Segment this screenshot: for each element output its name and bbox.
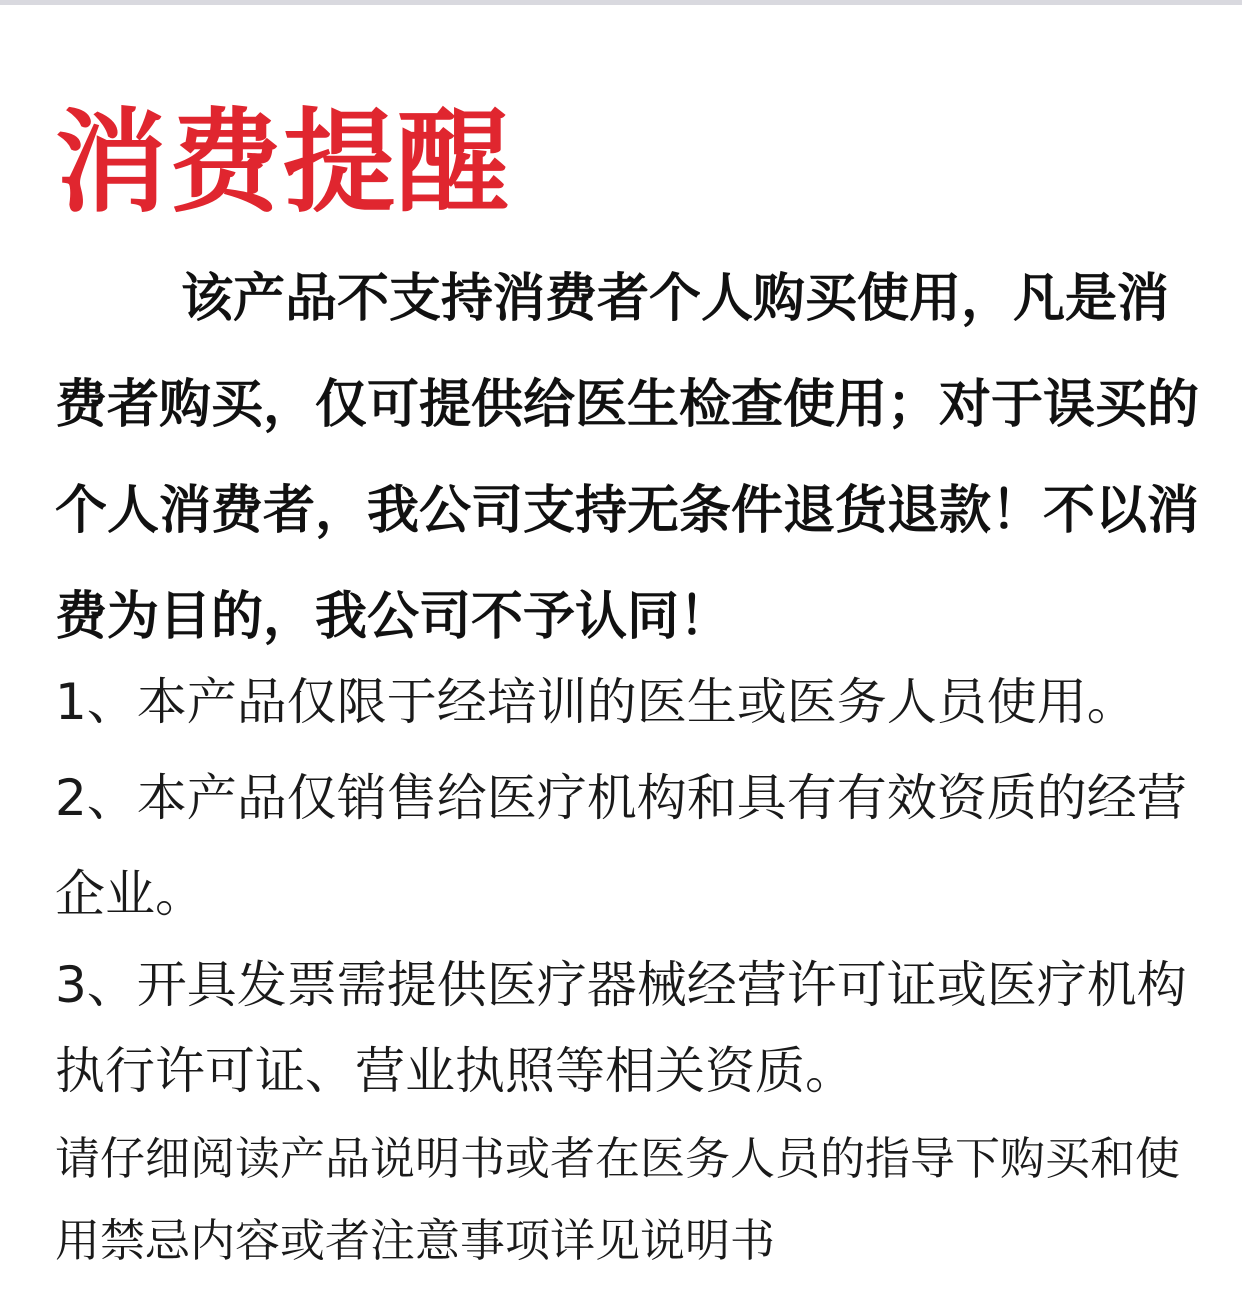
notice-item-list: [55, 654, 1205, 1114]
notice-item-1: 1、本产品仅限于经培训的医生或医务人员使用。: [55, 673, 1137, 731]
purchase-warning-paragraph: 该产品不支持消费者个人购买使用，凡是消费者购买，仅可提供给医生检查使用；对于误买的个人消费者，我公司支持无条件退货退款！不以消费为目的，我公司不予认同！: [55, 269, 1200, 647]
notice-title: 消费提醒: [55, 98, 511, 228]
top-divider: [0, 0, 1242, 5]
instruction-footnote: 请仔细阅读产品说明书或者在医务人员的指导下购买和使用禁忌内容或者注意事项详见说明书: [55, 1132, 1181, 1267]
notice-item-2: 2、本产品仅销售给医疗机构和具有有效资质的经营企业。: [55, 769, 1187, 923]
notice-item-3: 3、开具发票需提供医疗器械经营许可证或医疗机构执行许可证、营业执照等相关资质。: [55, 956, 1187, 1100]
